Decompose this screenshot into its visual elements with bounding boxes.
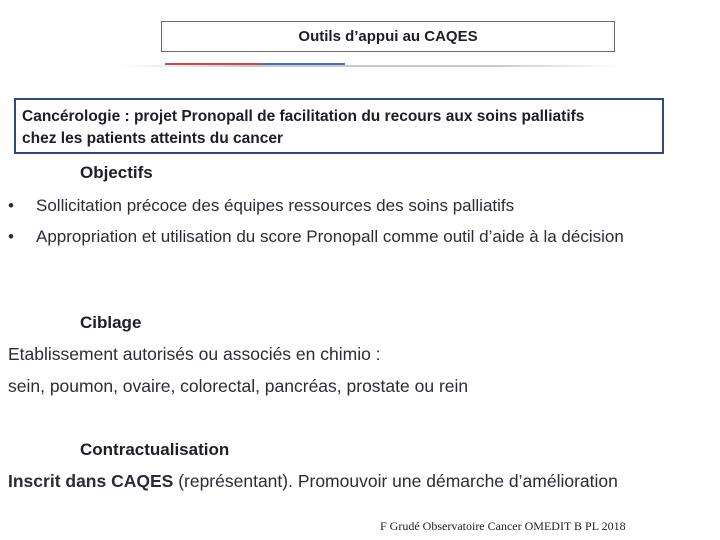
contractualisation-line xyxy=(8,471,618,492)
project-highlight-box xyxy=(14,98,664,154)
ciblage-line-2: sein, poumon, ovaire, colorectal, pancréas, prostate ou rein xyxy=(8,376,469,396)
contractualisation-emphasis: Inscrit dans CAQES xyxy=(8,471,174,491)
bullet-icon: • xyxy=(8,227,14,246)
page-title-box xyxy=(161,21,615,52)
contractualisation-rest: (représentant). Promouvoir une démarche d’amélioration xyxy=(173,471,618,491)
bullet-icon: • xyxy=(8,196,14,215)
section-title-objectifs: Objectifs xyxy=(80,163,153,182)
decorative-underline xyxy=(120,60,620,70)
objectif-text-2: Appropriation et utilisation du score Pronopall comme outil d’aide à la décision xyxy=(36,227,624,246)
section-title-ciblage: Ciblage xyxy=(80,313,142,332)
list-item xyxy=(8,191,676,220)
ciblage-line-1: Etablissement autorisés ou associés en chimio : xyxy=(8,344,381,364)
objectif-text-1: Sollicitation précoce des équipes ressources des soins palliatifs xyxy=(36,196,515,215)
footer-credit: F Grudé Observatoire Cancer OMEDIT B PL 2018 xyxy=(380,519,626,533)
page-title: Outils d’appui au CAQES xyxy=(298,28,478,45)
project-line-2: chez les patients atteints du cancer xyxy=(22,130,284,147)
section-title-contractualisation: Contractualisation xyxy=(80,440,230,459)
list-item xyxy=(8,222,676,251)
project-line-1: Cancérologie : projet Pronopall de facilitation du recours aux soins palliatifs xyxy=(22,108,585,125)
